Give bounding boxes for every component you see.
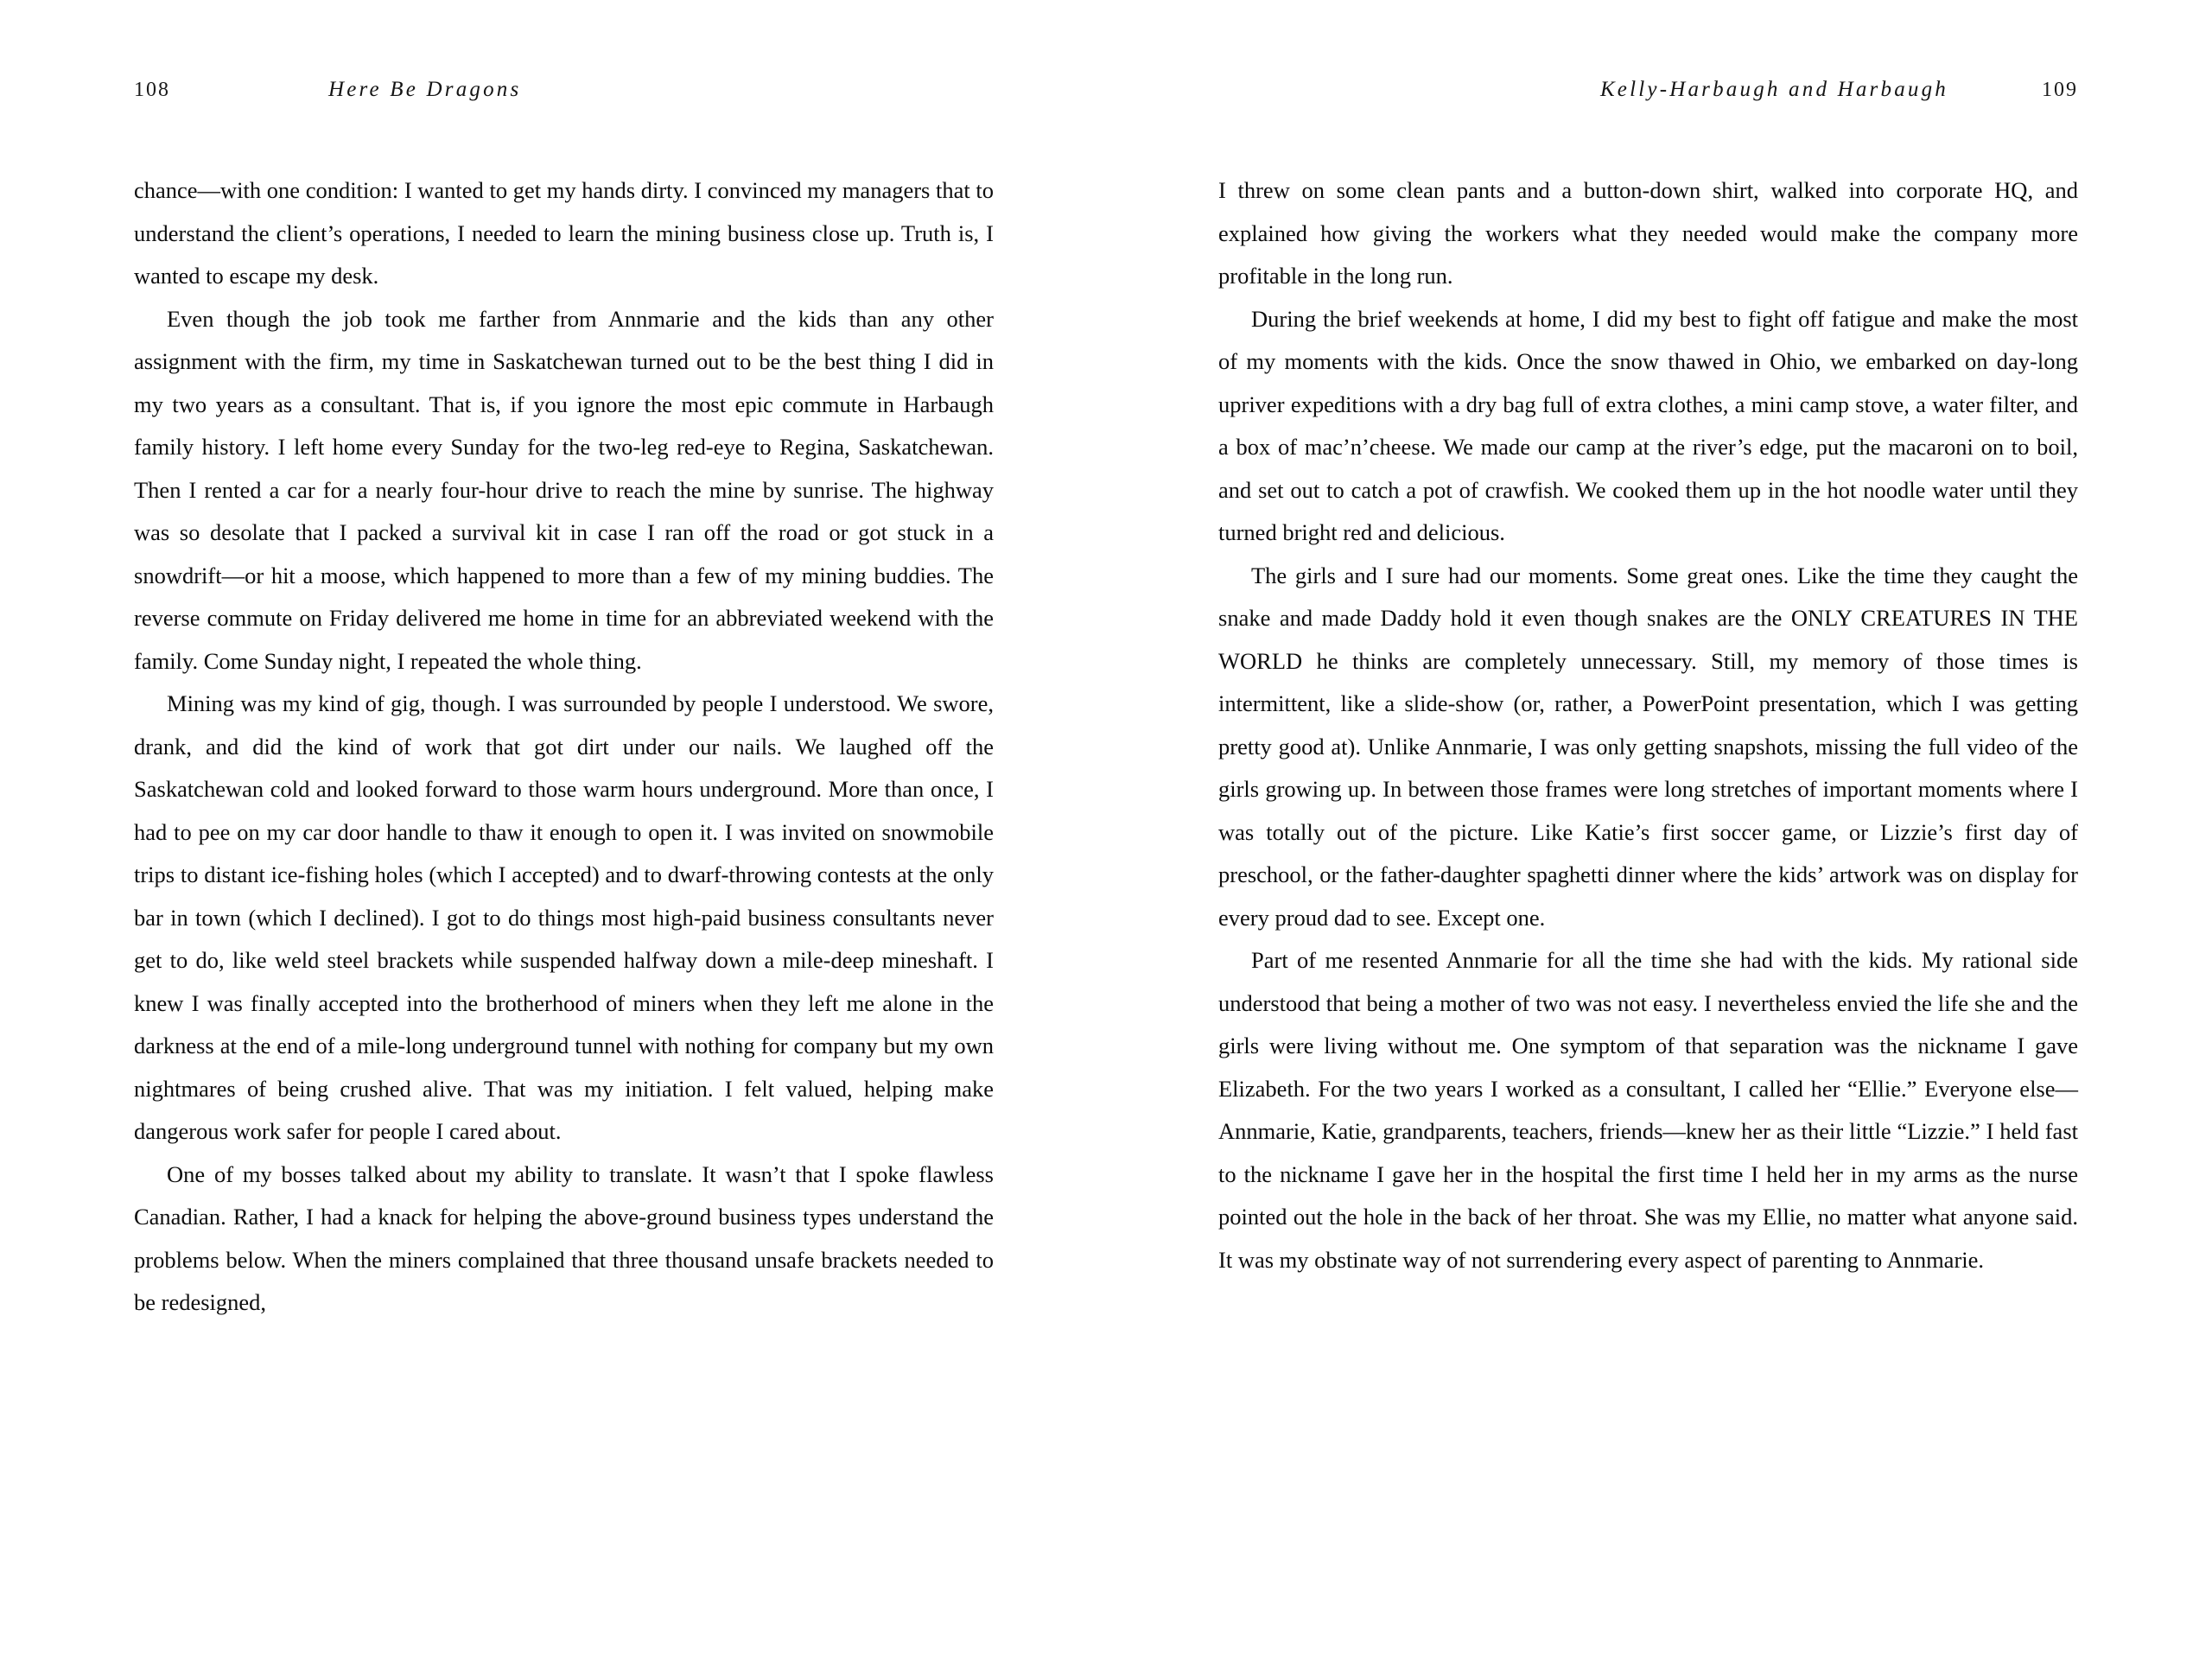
page-number-left: 108 — [134, 79, 170, 101]
page-right — [1106, 0, 2212, 1659]
paragraph: Part of me resented Annmarie for all the time she had with the kids. My rational side understood that being a mother of two was not easy. I nevertheless envied the life she and the girls were living without me. One symptom of that separation was the nickname I gave Elizabeth. For the two years I worked as a consultant, I called her “Ellie.” Everyone else—Annmarie, Katie, grandparents, teachers, friends—knew her as their little “Lizzie.” I held fast to the nickname I gave her in the hospital the first time I held her in my arms as the nurse pointed out the hole in the back of her throat. She was my Ellie, no matter what anyone said. It was my obstinate way of not surrendering every aspect of parenting to Annmarie. — [1218, 947, 2078, 1273]
paragraph: chance—with one condition: I wanted to get my hands dirty. I convinced my managers that to understand the client’s operations, I needed to learn the mining business close up. Truth is, I wanted to escape my desk. — [134, 177, 994, 289]
running-title-right: Kelly-Harbaugh and Harbaugh — [1599, 78, 1948, 101]
body-text-right — [1218, 169, 2078, 1281]
running-title-left: Here Be Dragons — [328, 78, 522, 101]
running-head-left — [134, 78, 994, 130]
paragraph: I threw on some clean pants and a button-down shirt, walked into corporate HQ, and explained how giving the workers what they needed would make the company more profitable in the long run. — [1218, 177, 2078, 289]
body-text-left — [134, 169, 994, 1325]
running-head-right — [1218, 78, 2078, 130]
paragraph: The girls and I sure had our moments. Some great ones. Like the time they caught the snake and made Daddy hold it even though snakes are the ONLY CREATURES IN THE WORLD he thinks are completely unnecessary. Still, my memory of those times is intermittent, like a slide-show (or, rather, a PowerPoint presentation, which I was getting pretty good at). Unlike Annmarie, I was only getting snapshots, missing the full video of the girls growing up. In between those frames were long stretches of important moments where I was totally out of the picture. Like Katie’s first soccer game, or Lizzie’s first day of preschool, or the father-daughter spaghetti dinner where the kids’ artwork was on display for every proud dad to see. Except one. — [1218, 562, 2078, 931]
paragraph: One of my bosses talked about my ability to translate. It wasn’t that I spoke flawless Canadian. Rather, I had a knack for helping the above-ground business types understand the problems below. When the miners complained that three thousand unsafe brackets needed to be redesigned, — [134, 1160, 994, 1315]
page-number-right: 109 — [2042, 79, 2078, 101]
paragraph: Mining was my kind of gig, though. I was surrounded by people I understood. We swore, drank, and did the kind of work that got dirt under our nails. We laughed off the Saskatchewan cold and looked forward to those warm hours underground. More than once, I had to pee on my car door handle to thaw it enough to open it. I was invited on snowmobile trips to distant ice-fishing holes (which I accepted) and to dwarf-throwing contests at the only bar in town (which I declined). I got to do things most high-paid business consultants never get to do, like weld steel brackets while suspended halfway down a mile-deep mineshaft. I knew I was finally accepted into the brotherhood of miners when they left me alone in the darkness at the end of a mile-long underground tunnel with nothing for company but my own nightmares of being crushed alive. That was my initiation. I felt valued, helping make dangerous work safer for people I cared about. — [134, 690, 994, 1144]
paragraph: Even though the job took me farther from Annmarie and the kids than any other assignment with the firm, my time in Saskatchewan turned out to be the best thing I did in my two years as a consultant. That is, if you ignore the most epic commute in Harbaugh family history. I left home every Sunday for the two-leg red-eye to Regina, Saskatchewan. Then I rented a car for a nearly four-hour drive to reach the mine by sunrise. The highway was so desolate that I packed a survival kit in case I ran off the road or got stuck in a snowdrift—or hit a moose, which happened to more than a few of my mining buddies. The reverse commute on Friday delivered me home in time for an abbreviated weekend with the family. Come Sunday night, I repeated the whole thing. — [134, 305, 994, 674]
paragraph: During the brief weekends at home, I did my best to fight off fatigue and make the most of my moments with the kids. Once the snow thawed in Ohio, we embarked on day-long upriver expeditions with a dry bag full of extra clothes, a mini camp stove, a water filter, and a box of mac’n’cheese. We made our camp at the river’s edge, put the macaroni on to boil, and set out to catch a pot of crawfish. We cooked them up in the hot noodle water until they turned bright red and delicious. — [1218, 305, 2078, 545]
